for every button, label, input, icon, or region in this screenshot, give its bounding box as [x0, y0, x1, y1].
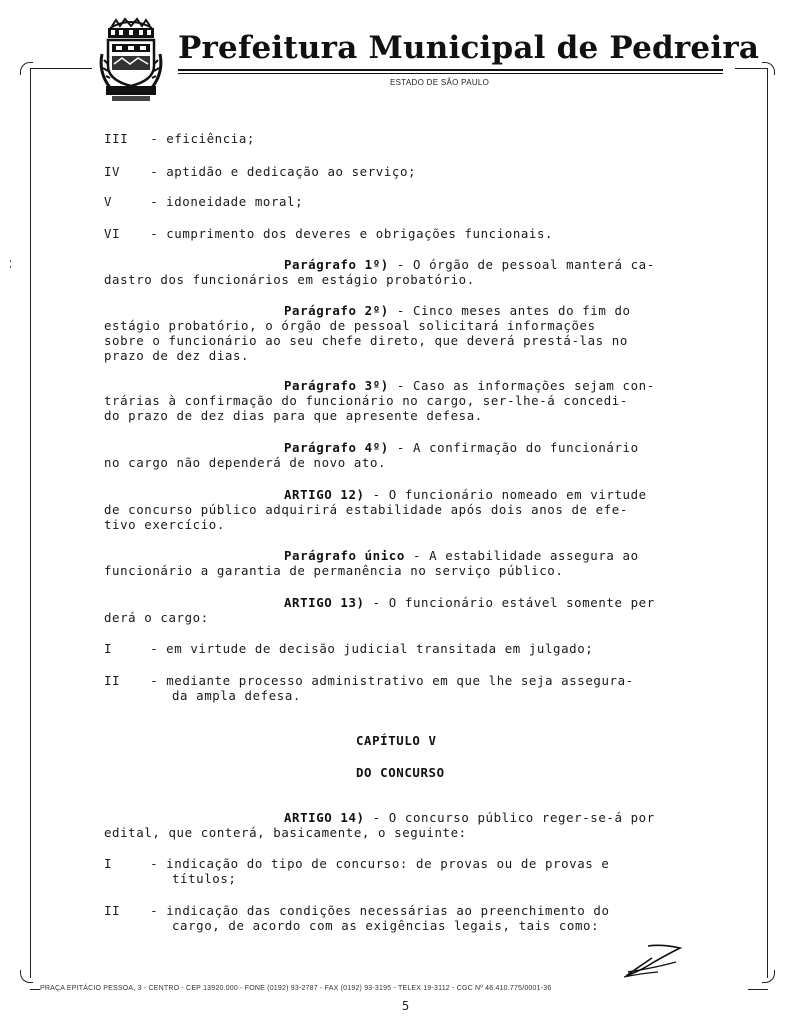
- paragraph-line: [284, 378, 655, 393]
- item-number: I: [104, 641, 113, 656]
- list-item: [104, 226, 553, 241]
- article-label: ARTIGO 14): [284, 810, 365, 825]
- item-number: IV: [104, 164, 121, 179]
- paragraph-text: - A estabilidade assegura ao: [404, 548, 639, 563]
- frame-corner: [762, 62, 775, 75]
- article-line: derá o cargo:: [104, 610, 209, 625]
- list-item-continuation: da ampla defesa.: [172, 688, 301, 703]
- paragraph-line: [284, 548, 639, 563]
- item-text: - aptidão e dedicação ao serviço;: [150, 164, 417, 179]
- paragraph-line: [284, 257, 655, 272]
- signature-icon: [618, 942, 690, 980]
- article-text: - O funcionário nomeado em virtude: [364, 487, 647, 502]
- paragraph-line: sobre o funcionário ao seu chefe direto, que deverá prestá-las no: [104, 333, 628, 348]
- state-subtitle: ESTADO DE SÃO PAULO: [390, 78, 490, 87]
- article-text: - O funcionário estável somente per: [364, 595, 655, 610]
- article-line: [284, 595, 655, 610]
- frame-right-rule: [767, 68, 768, 978]
- article-label: ARTIGO 12): [284, 487, 365, 502]
- margin-mark: [10, 260, 12, 274]
- chapter-title: CAPÍTULO V: [356, 733, 437, 748]
- paragraph-line: do prazo de dez dias para que apresente defesa.: [104, 408, 483, 423]
- paragraph-line: no cargo não dependerá de novo ato.: [104, 455, 387, 470]
- list-item-continuation: títulos;: [172, 871, 237, 886]
- paragraph-label: Parágrafo 1º): [284, 257, 389, 272]
- frame-corner: [20, 970, 33, 983]
- item-number: I: [104, 856, 113, 871]
- footer-address: PRAÇA EPITÁCIO PESSOA, 3 - CENTRO - CEP 13920.000 - FONE (0192) 93-2787 - FAX (0192) 93-3195 - TELEX 19-3112 - CGC Nº 46.410.775/0001-36: [40, 985, 552, 992]
- paragraph-line: [284, 303, 631, 318]
- paragraph-text: - A confirmação do funcionário: [388, 440, 639, 455]
- article-label: ARTIGO 13): [284, 595, 365, 610]
- item-text: - em virtude de decisão judicial transitada em julgado;: [150, 641, 594, 656]
- paragraph-label: Parágrafo 3º): [284, 378, 389, 393]
- item-text: - mediante processo administrativo em que lhe seja assegura-: [150, 673, 634, 688]
- paragraph-text: - Cinco meses antes do fim do: [388, 303, 631, 318]
- list-item-continuation: cargo, de acordo com as exigências legais, tais como:: [172, 918, 600, 933]
- frame-top-left-rule: [30, 68, 92, 69]
- municipal-crest-icon: [98, 14, 164, 104]
- chapter-subtitle: DO CONCURSO: [356, 765, 445, 780]
- item-number: III: [104, 131, 129, 146]
- item-text: - indicação do tipo de concurso: de provas ou de provas e: [150, 856, 610, 871]
- frame-corner: [20, 62, 33, 75]
- title-underline: [178, 73, 723, 74]
- item-number: II: [104, 673, 121, 688]
- list-item: [104, 673, 634, 688]
- article-line: [284, 810, 655, 825]
- item-text: - indicação das condições necessárias ao preenchimento do: [150, 903, 610, 918]
- item-number: II: [104, 903, 121, 918]
- article-text: - O concurso público reger-se-á por: [364, 810, 655, 825]
- item-text: - idoneidade moral;: [150, 194, 304, 209]
- footer-rule: [748, 989, 768, 990]
- paragraph-line: estágio probatório, o órgão de pessoal solicitará informações: [104, 318, 596, 333]
- paragraph-text: - Caso as informações sejam con-: [388, 378, 655, 393]
- title-underline: [178, 69, 723, 71]
- item-text: - eficiência;: [150, 131, 255, 146]
- list-item: [104, 194, 303, 209]
- paragraph-line: funcionário a garantia de permanência no serviço público.: [104, 563, 564, 578]
- footer-rule: [30, 989, 40, 990]
- list-item: [104, 856, 609, 871]
- frame-corner: [762, 970, 775, 983]
- list-item: [104, 641, 593, 656]
- list-item: [104, 903, 610, 918]
- paragraph-label: Parágrafo 4º): [284, 440, 389, 455]
- paragraph-label: Parágrafo 2º): [284, 303, 389, 318]
- paragraph-line: prazo de dez dias.: [104, 348, 250, 363]
- paragraph-label: Parágrafo único: [284, 548, 405, 563]
- paragraph-line: trárias à confirmação do funcionário no cargo, ser-lhe-á concedi-: [104, 393, 628, 408]
- paragraph-line: [284, 440, 639, 455]
- paragraph-text: - O órgão de pessoal manterá ca-: [388, 257, 655, 272]
- article-line: tivo exercício.: [104, 517, 225, 532]
- paragraph-line: dastro dos funcionários em estágio probatório.: [104, 272, 475, 287]
- list-item: [104, 164, 416, 179]
- list-item: [104, 131, 255, 146]
- page-number: 5: [402, 999, 410, 1013]
- item-number: VI: [104, 226, 121, 241]
- item-number: V: [104, 194, 113, 209]
- article-line: edital, que conterá, basicamente, o seguinte:: [104, 825, 467, 840]
- item-text: - cumprimento dos deveres e obrigações funcionais.: [150, 226, 554, 241]
- frame-left-rule: [30, 68, 31, 978]
- article-line: [284, 487, 647, 502]
- article-line: de concurso público adquirirá estabilidade após dois anos de efe-: [104, 502, 628, 517]
- page-title: Prefeitura Municipal de Pedreira: [178, 30, 760, 66]
